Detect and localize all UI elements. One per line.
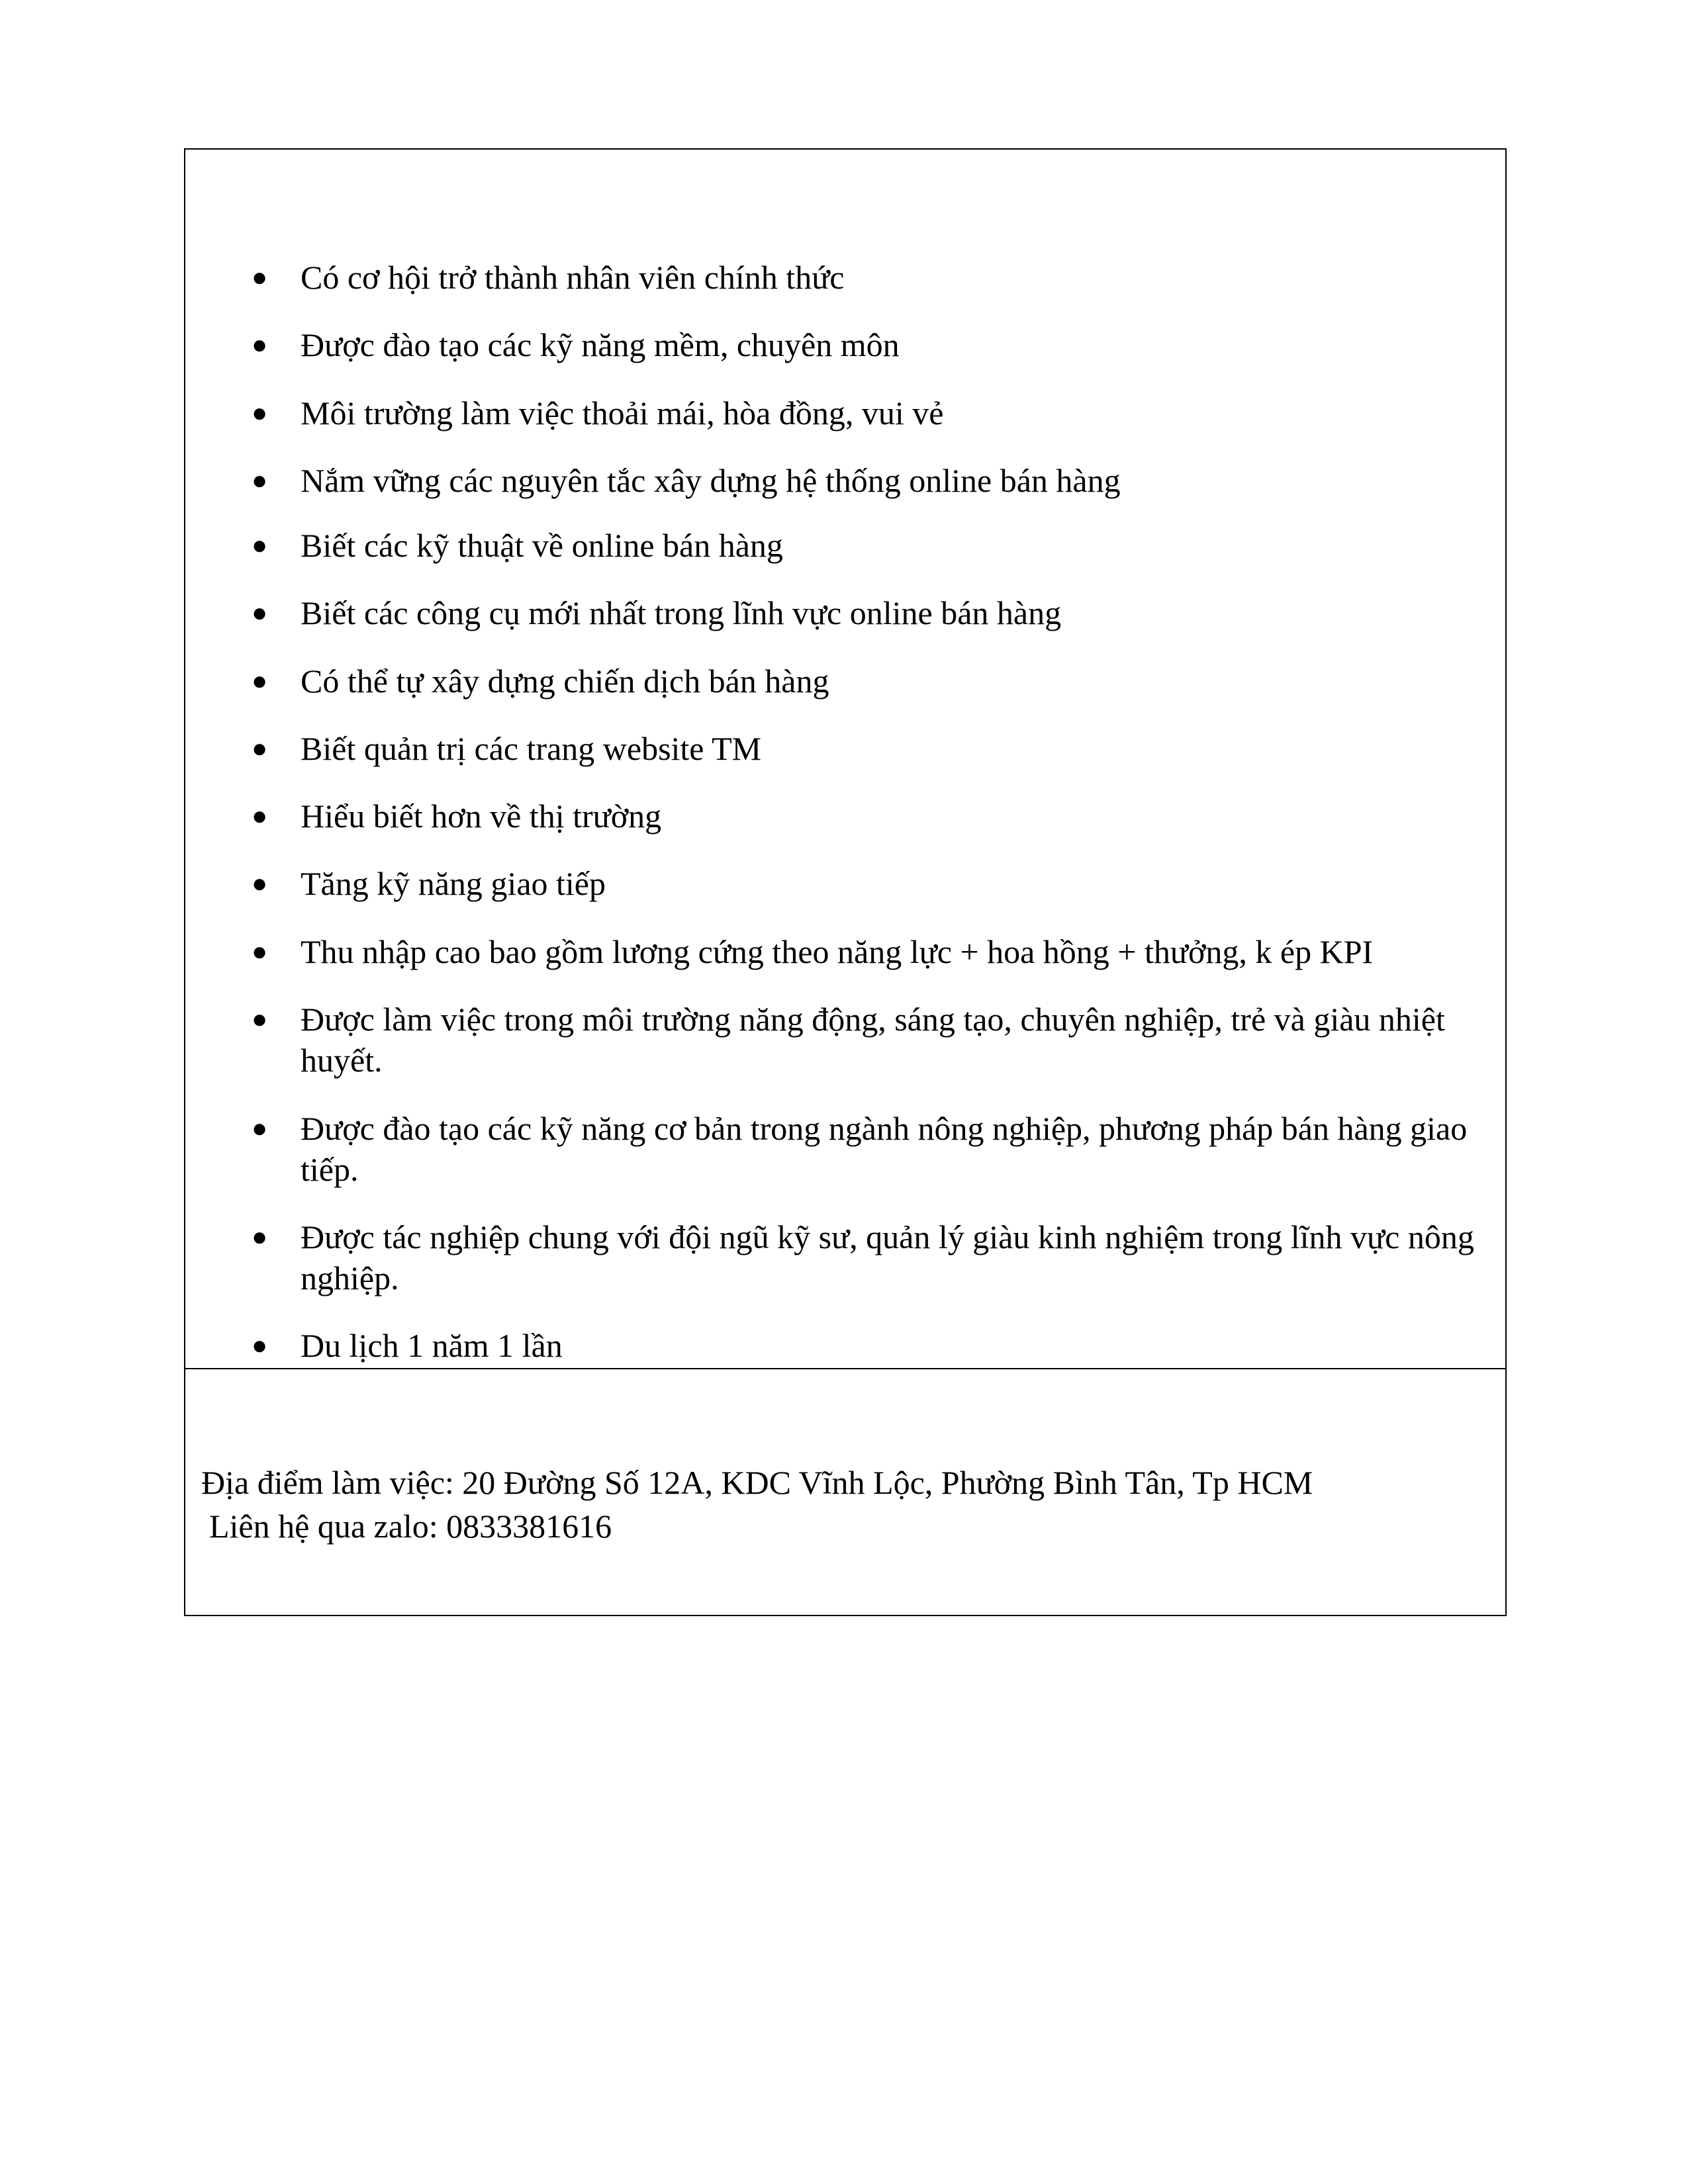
benefits-cell [185, 150, 1505, 1369]
benefit-text: Có thể tự xây dựng chiến dịch bán hàng [301, 662, 829, 700]
work-address: Địa điểm làm việc: 20 Đường Số 12A, KDC Vĩnh Lộc, Phường Bình Tân, Tp HCM [201, 1464, 1313, 1501]
benefit-text: Thu nhập cao bao gồm lương cứng theo năng lực + hoa hồng + thưởng, k ép KPI [301, 933, 1374, 970]
bullet-icon: ● [252, 801, 268, 831]
bullet-icon: ● [252, 262, 268, 292]
bullet-icon: ● [252, 1004, 268, 1034]
bullet-icon: ● [252, 530, 268, 560]
benefit-text: Du lịch 1 năm 1 lần [301, 1327, 563, 1364]
benefits-table [184, 148, 1507, 1616]
benefit-text: Hiểu biết hơn về thị trường [301, 797, 662, 835]
bullet-icon: ● [252, 666, 268, 696]
bullet-icon: ● [252, 936, 268, 966]
bullet-icon: ● [252, 465, 268, 495]
zalo-contact: Liên hệ qua zalo: 0833381616 [209, 1508, 612, 1545]
benefit-text: Môi trường làm việc thoải mái, hòa đồng, vui vẻ [301, 394, 944, 432]
benefit-text: Biết các kỹ thuật về online bán hàng [301, 527, 783, 564]
benefit-text: Nắm vững các nguyên tắc xây dựng hệ thống online bán hàng [301, 462, 1121, 499]
bullet-icon: ● [252, 1222, 268, 1251]
benefit-text: Biết quản trị các trang website TM [301, 730, 762, 767]
bullet-icon: ● [252, 598, 268, 627]
benefit-text: Được làm việc trong môi trường năng động, sáng tạo, chuyên nghiệp, trẻ và giàu nhiệt huyết. [301, 1001, 1445, 1079]
benefit-text: Được tác nghiệp chung với đội ngũ kỹ sư, quản lý giàu kinh nghiệm trong lĩnh vực nông nghiệp. [301, 1218, 1474, 1297]
benefit-text: Được đào tạo các kỹ năng cơ bản trong ngành nông nghiệp, phương pháp bán hàng giao tiếp. [301, 1110, 1468, 1188]
benefit-text: Được đào tạo các kỹ năng mềm, chuyên môn [301, 326, 900, 363]
contact-cell [185, 1369, 1505, 1616]
benefit-text: Tăng kỹ năng giao tiếp [301, 865, 606, 902]
benefit-text: Biết các công cụ mới nhất trong lĩnh vực online bán hàng [301, 594, 1062, 631]
bullet-icon: ● [252, 868, 268, 898]
bullet-icon: ● [252, 733, 268, 763]
benefit-text: Có cơ hội trở thành nhân viên chính thức [301, 259, 845, 296]
bullet-icon: ● [252, 1113, 268, 1143]
bullet-icon: ● [252, 398, 268, 428]
bullet-icon: ● [252, 1330, 268, 1360]
bullet-icon: ● [252, 330, 268, 359]
